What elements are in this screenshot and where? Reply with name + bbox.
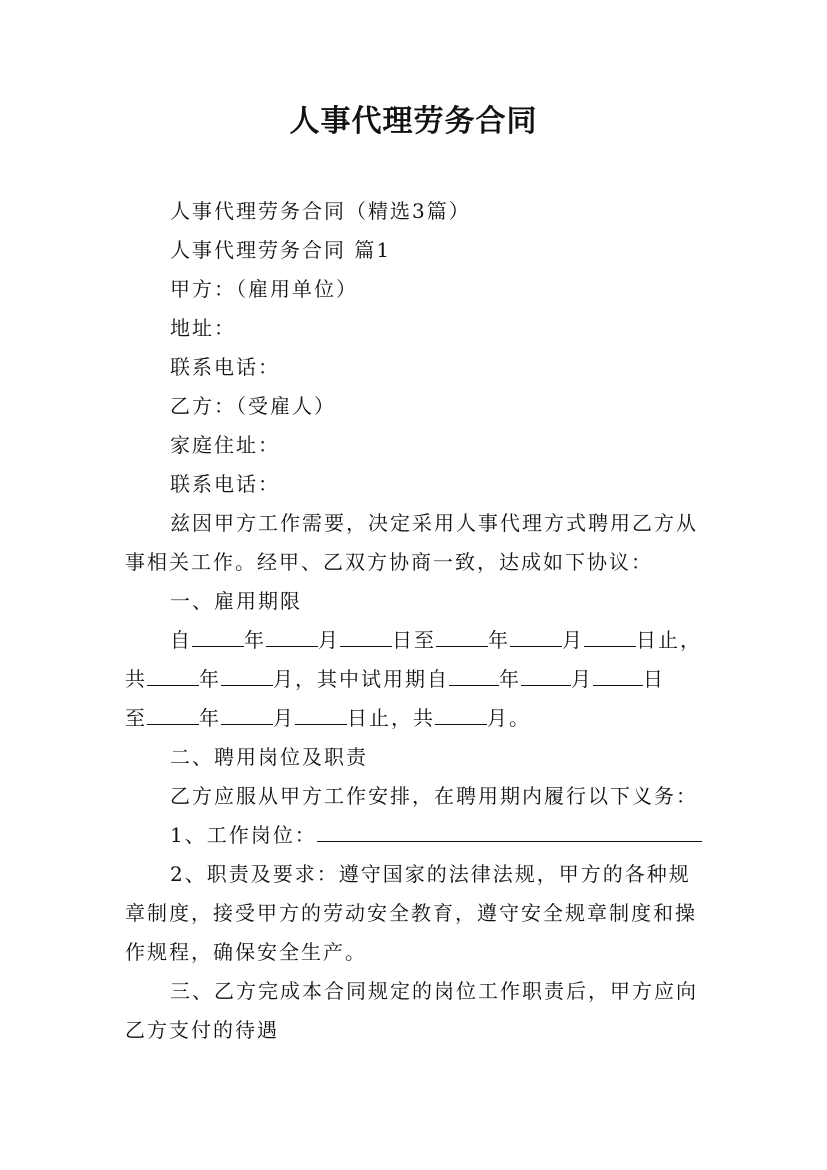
document-title: 人事代理劳务合同 <box>289 104 538 139</box>
blank-field <box>435 704 487 725</box>
term-text: 月，其中试用期自 <box>273 667 449 691</box>
party-b-line: 乙方：（受雇人） <box>170 394 336 418</box>
job-position-line <box>170 821 755 849</box>
term-text: 月 <box>562 628 584 652</box>
term-text: 年 <box>199 667 221 691</box>
term-text: 月。 <box>487 706 531 730</box>
paragraph-line: 章制度，接受甲方的劳动安全教育，遵守安全规章制度和操 <box>125 901 697 925</box>
term-text: 年 <box>199 706 221 730</box>
subtitle-line: 人事代理劳务合同（精选3篇） <box>170 199 471 223</box>
blank-field <box>221 665 273 686</box>
term-line-2 <box>125 665 710 693</box>
term-text: 日止，共 <box>347 706 435 730</box>
blank-field <box>266 626 318 647</box>
term-text: 年 <box>499 667 521 691</box>
term-text: 至 <box>125 706 147 730</box>
phone-line-b: 联系电话： <box>170 472 280 496</box>
term-line-3 <box>125 704 710 732</box>
home-address-line: 家庭住址： <box>170 433 280 457</box>
party-a-line: 甲方：（雇用单位） <box>170 277 358 301</box>
blank-field <box>521 665 571 686</box>
term-line-1 <box>170 626 755 654</box>
phone-line: 联系电话： <box>170 355 280 379</box>
clause-heading-1: 一、雇用期限 <box>170 589 302 613</box>
paragraph-line: 乙方应服从甲方工作安排，在聘用期内履行以下义务： <box>170 784 698 808</box>
term-text: 月 <box>571 667 593 691</box>
blank-field <box>147 665 199 686</box>
blank-field <box>317 821 702 842</box>
term-text: 共 <box>125 667 147 691</box>
term-text: 年 <box>244 628 266 652</box>
address-line: 地址： <box>170 316 236 340</box>
blank-field <box>340 626 392 647</box>
term-text: 月 <box>318 628 340 652</box>
blank-field <box>584 626 636 647</box>
blank-field <box>510 626 562 647</box>
blank-field <box>192 626 244 647</box>
paragraph-line: 事相关工作。经甲、乙双方协商一致，达成如下协议： <box>125 550 653 574</box>
blank-field <box>593 665 643 686</box>
blank-field <box>147 704 199 725</box>
clause-heading-2: 二、聘用岗位及职责 <box>170 745 368 769</box>
term-text: 月 <box>273 706 295 730</box>
clause-heading-3: 三、乙方完成本合同规定的岗位工作职责后，甲方应向 <box>170 979 698 1003</box>
paragraph-line: 2、职责及要求：遵守国家的法律法规，甲方的各种规 <box>170 862 691 886</box>
blank-field <box>436 626 488 647</box>
paragraph-line: 乙方支付的待遇 <box>125 1018 279 1042</box>
blank-field <box>449 665 499 686</box>
blank-field <box>295 704 347 725</box>
paragraph-line: 作规程，确保安全生产。 <box>125 940 367 964</box>
section-heading-line: 人事代理劳务合同 篇1 <box>170 238 392 262</box>
term-text: 日 <box>643 667 665 691</box>
term-text: 自 <box>170 628 192 652</box>
job-position-label: 1、工作岗位： <box>170 823 317 847</box>
blank-field <box>221 704 273 725</box>
term-text: 年 <box>488 628 510 652</box>
paragraph-line: 兹因甲方工作需要，决定采用人事代理方式聘用乙方从 <box>170 511 698 535</box>
term-text: 日至 <box>392 628 436 652</box>
term-text: 日止， <box>636 628 702 652</box>
